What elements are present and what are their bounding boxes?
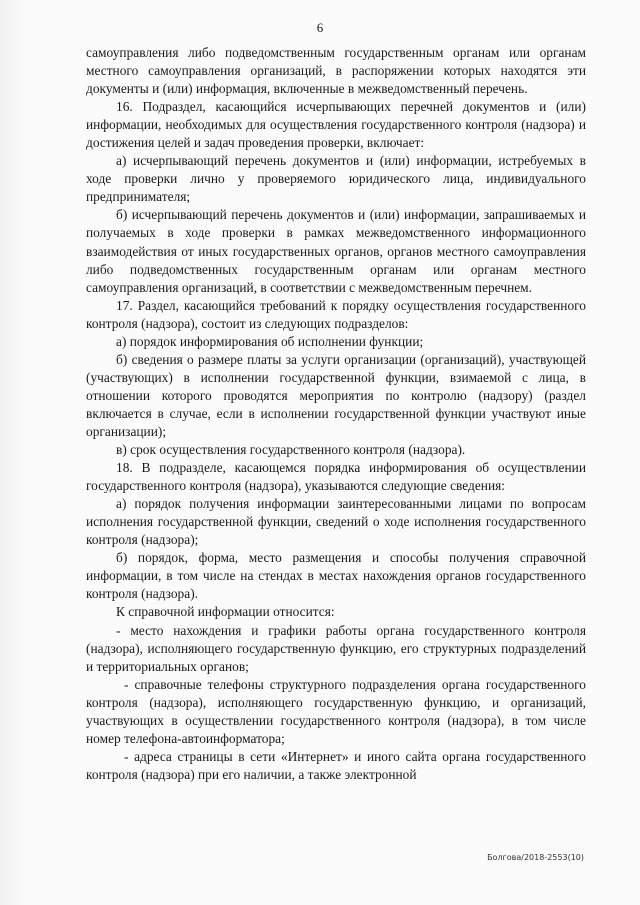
- document-code: Болгова/2018-2553(10): [487, 853, 584, 862]
- paragraph: - адреса страницы в сети «Интернет» и иного сайта органа государственного контроля (надзора) при его наличии, а также электронной: [86, 748, 586, 782]
- paragraph: а) исчерпывающий перечень документов и (или) информации, истребуемых в ходе проверки лично у проверяемого юридического лица, индивидуального предпринимателя;: [86, 153, 586, 205]
- paragraph: а) порядок информирования об исполнении функции;: [116, 333, 424, 349]
- paragraph: 16. Подраздел, касающийся исчерпывающих перечней документов и (или) информации, необходимых для осуществления государственного контроля (надзора) и достижения целей и задач проведения проверки, включает:: [86, 99, 586, 151]
- paragraph: - справочные телефоны структурного подразделения органа государственного контроля (надзора), исполняющего государственную функцию, и организаций, участвующих в осуществлении государственного контроля (надзора), в том числе номер телефона-автоинформатора;: [86, 676, 586, 746]
- paragraph: 17. Раздел, касающийся требований к порядку осуществления государственного контроля (надзора), состоит из следующих подразделов:: [86, 297, 586, 331]
- paragraph: в) срок осуществления государственного контроля (надзора).: [116, 442, 466, 458]
- document-body: [86, 44, 586, 784]
- paragraph: б) сведения о размере платы за услуги организации (организаций), участвующей (участвующих) в исполнении государственной функции, взимаемой с лица, в отношении которого проводятся мероприятия по контролю (надзору) (раздел включается в случае, если в исполнении государственной функции участвуют иные организации);: [86, 351, 586, 439]
- paragraph: самоуправления либо подведомственным государственным органам или органам местного самоуправления организаций, в распоряжении которых находятся эти документы и (или) информация, включенные в межведомственный перечень.: [86, 45, 586, 97]
- paragraph: 18. В подразделе, касающемся порядка информирования об осуществлении государственного контроля (надзора), указываются следующие сведения:: [86, 460, 586, 494]
- page-number: 6: [316, 20, 324, 35]
- scan-shadow: [0, 0, 28, 905]
- paragraph: - место нахождения и графики работы органа государственного контроля (надзора), исполняющего государственную функцию, его структурных подразделений и территориальных органов;: [86, 622, 586, 674]
- paragraph: а) порядок получения информации заинтересованными лицами по вопросам исполнения государственной функции, сведений о ходе исполнения государственного контроля (надзора);: [86, 496, 586, 548]
- paragraph: б) порядок, форма, место размещения и способы получения справочной информации, в том числе на стендах в местах нахождения органов государственного контроля (надзора).: [86, 550, 586, 602]
- paragraph: б) исчерпывающий перечень документов и (или) информации, запрашиваемых и получаемых в ходе проверки в рамках межведомственного информационного взаимодействия от иных государственных органов, органов местного самоуправления либо подведомственных государственным органам или органам местного самоуправления организаций, в соответствии с межведомственным перечнем.: [86, 207, 586, 295]
- paragraph: К справочной информации относится:: [116, 604, 335, 620]
